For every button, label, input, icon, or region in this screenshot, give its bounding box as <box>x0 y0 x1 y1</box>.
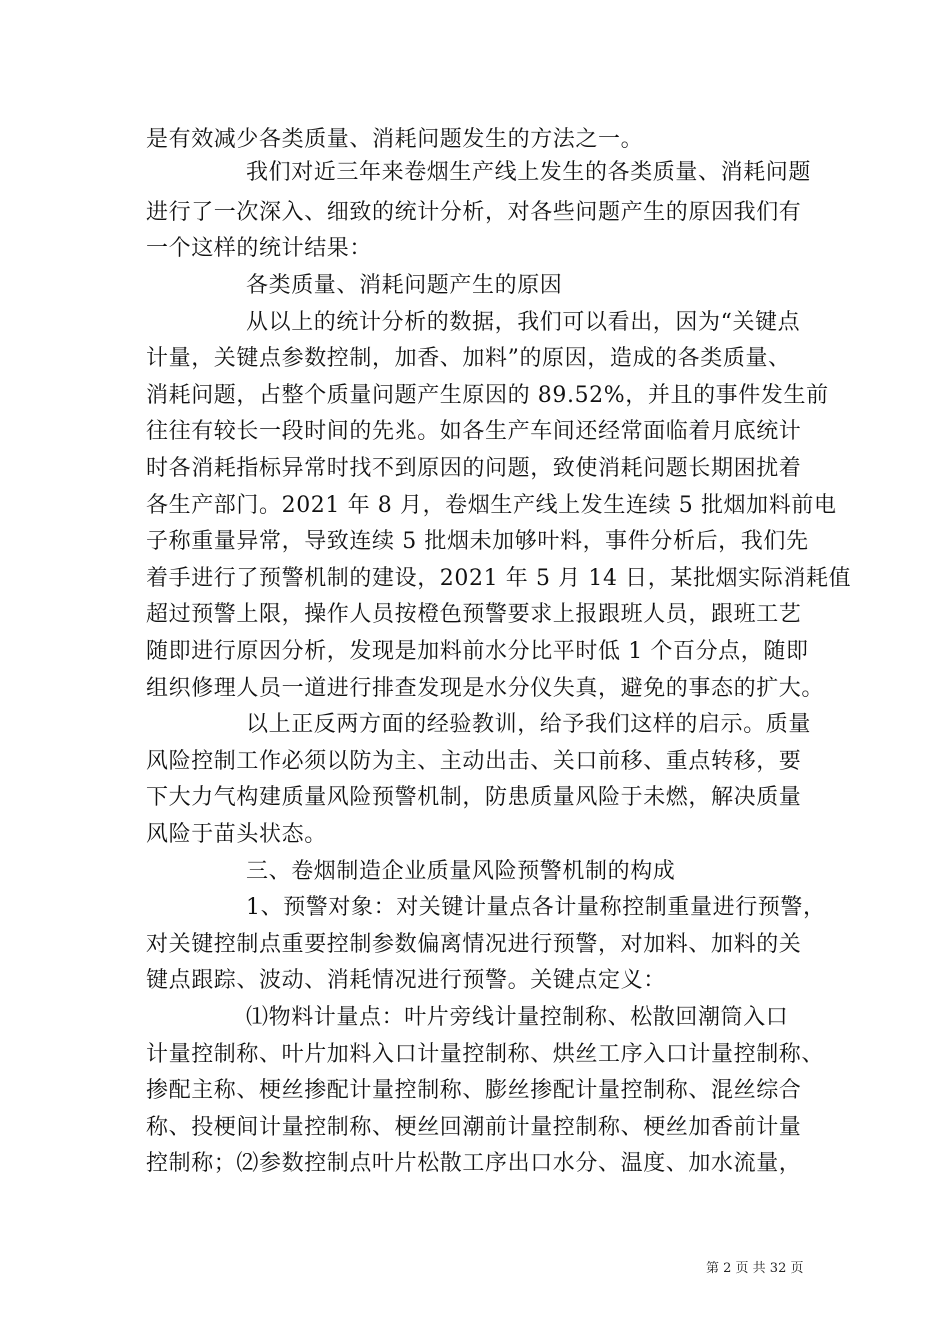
body-line: 随即进行原因分析，发现是加料前水分比平时低 1 个百分点，随即 <box>146 639 809 664</box>
body-line: 我们对近三年来卷烟生产线上发生的各类质量、消耗问题 <box>246 160 812 185</box>
body-line: 着手进行了预警机制的建设，2021 年 5 月 14 日，某批烟实际消耗值 <box>146 566 852 591</box>
body-line: 消耗问题，占整个质量问题产生原因的 89.52%，并且的事件发生前 <box>146 383 829 408</box>
body-line: 子称重量异常，导致连续 5 批烟未加够叶料，事件分析后，我们先 <box>146 529 809 554</box>
body-line: 称、投梗间计量控制称、梗丝回潮前计量控制称、梗丝加香前计量 <box>146 1115 802 1140</box>
body-line: 各生产部门。2021 年 8 月，卷烟生产线上发生连续 5 批烟加料前电 <box>146 493 837 518</box>
section-heading: 三、卷烟制造企业质量风险预警机制的构成 <box>246 859 676 884</box>
body-line: 以上正反两方面的经验教训，给予我们这样的启示。质量 <box>246 712 812 737</box>
body-line: 风险于苗头状态。 <box>146 822 327 847</box>
body-line: 控制称；⑵参数控制点叶片松散工序出口水分、温度、加水流量， <box>146 1151 802 1176</box>
body-line: 时各消耗指标异常时找不到原因的问题，致使消耗问题长期困扰着 <box>146 456 802 481</box>
body-line: 下大力气构建质量风险预警机制，防患质量风险于未燃，解决质量 <box>146 785 802 810</box>
body-line: 1、预警对象：对关键计量点各计量称控制重量进行预警， <box>246 895 826 920</box>
body-line: 键点跟踪、波动、消耗情况进行预警。关键点定义： <box>146 968 666 993</box>
body-line: ⑴物料计量点：叶片旁线计量控制称、松散回潮筒入口 <box>246 1005 789 1030</box>
body-line: 一个这样的统计结果： <box>146 236 373 261</box>
body-line: 组织修理人员一道进行排查发现是水分仪失真，避免的事态的扩大。 <box>146 676 825 701</box>
page-number: 第 2 页 共 32 页 <box>706 1261 804 1276</box>
body-line: 计量控制称、叶片加料入口计量控制称、烘丝工序入口计量控制称、 <box>146 1042 825 1067</box>
body-line: 从以上的统计分析的数据，我们可以看出，因为“关键点 <box>246 310 801 335</box>
body-line: 超过预警上限，操作人员按橙色预警要求上报跟班人员，跟班工艺 <box>146 602 802 627</box>
body-line: 掺配主称、梗丝掺配计量控制称、膨丝掺配计量控制称、混丝综合 <box>146 1078 802 1103</box>
section-caption: 各类质量、消耗问题产生的原因 <box>246 273 563 298</box>
body-line: 风险控制工作必须以防为主、主动出击、关口前移、重点转移，要 <box>146 749 802 774</box>
body-line: 往往有较长一段时间的先兆。如各生产车间还经常面临着月底统计 <box>146 419 802 444</box>
body-line: 进行了一次深入、细致的统计分析，对各些问题产生的原因我们有 <box>146 200 802 225</box>
body-line: 计量，关键点参数控制，加香、加料”的原因，造成的各类质量、 <box>146 346 791 371</box>
body-line: 对关键控制点重要控制参数偏离情况进行预警，对加料、加料的关 <box>146 932 802 957</box>
body-line: 是有效减少各类质量、消耗问题发生的方法之一。 <box>146 127 644 152</box>
